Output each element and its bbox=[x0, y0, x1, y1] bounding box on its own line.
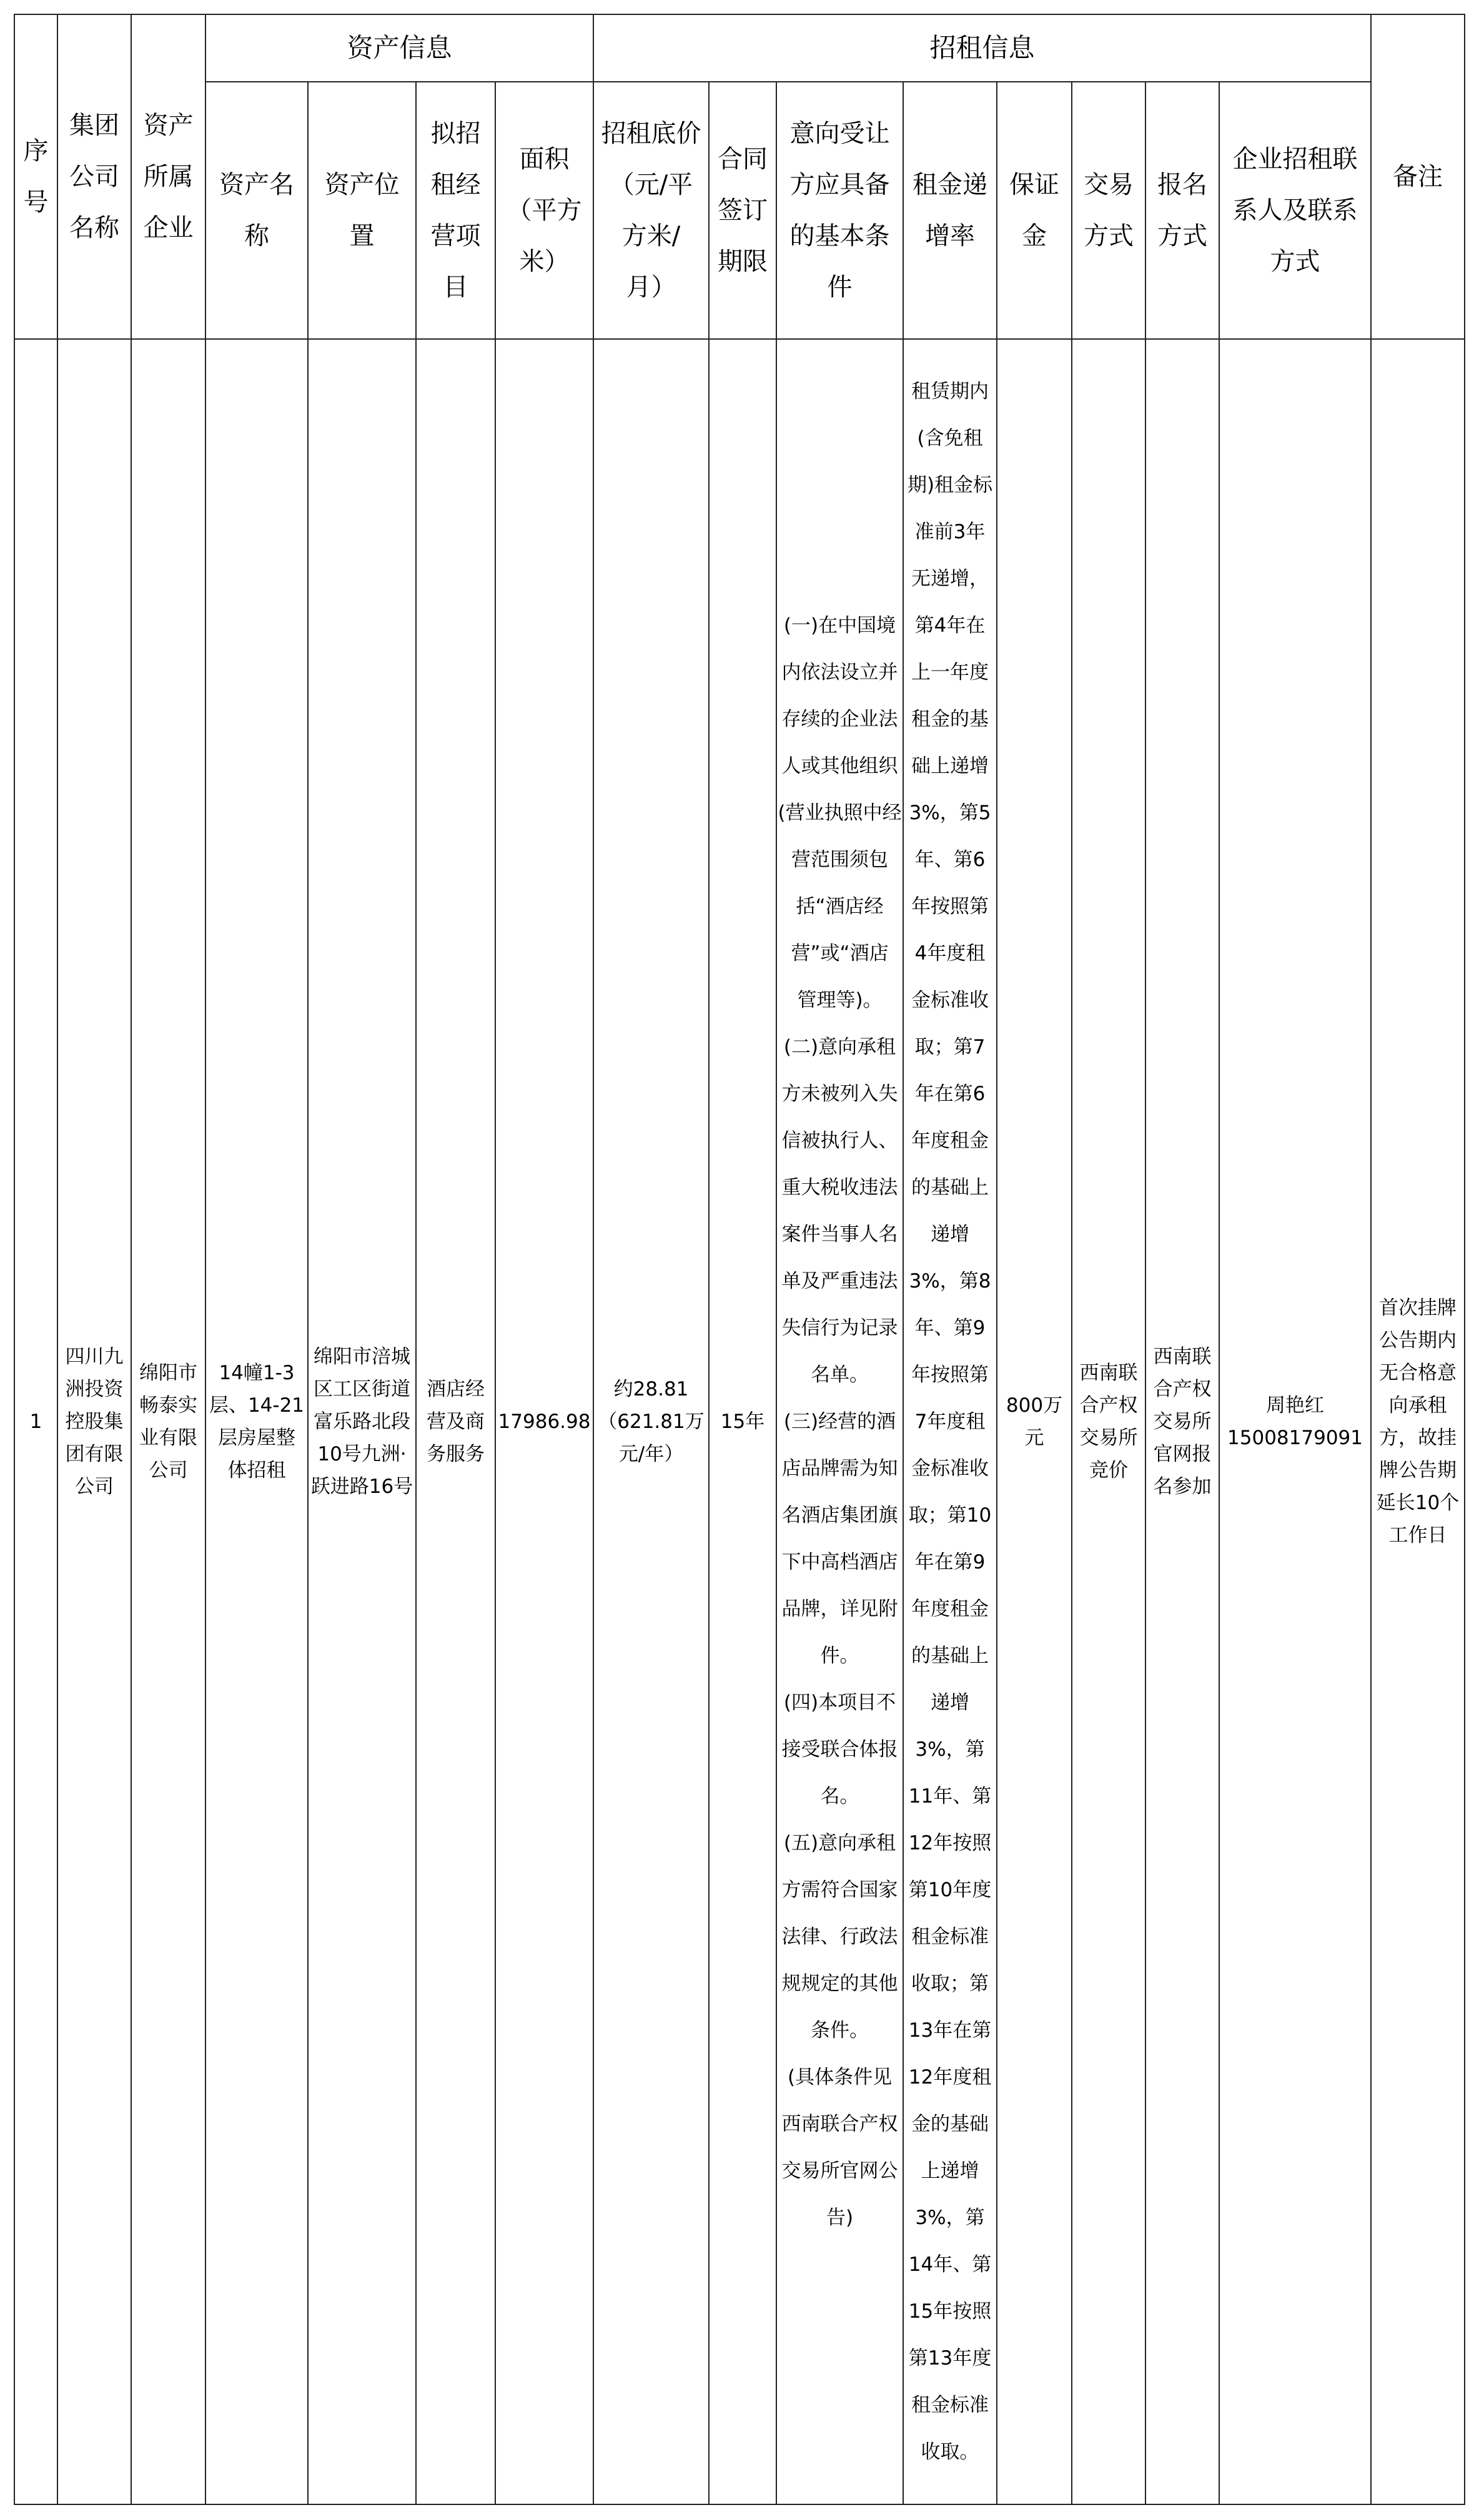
header-trade-method: 交易 方式 bbox=[1072, 82, 1145, 339]
group-header-asset-info: 资产信息 bbox=[205, 14, 593, 82]
cell-asset-location: 绵阳市涪城 区工区街道 富乐路北段 10号九洲· 跃进路16号 bbox=[308, 339, 416, 2504]
table-row bbox=[14, 339, 1465, 2504]
header-contact: 企业招租联 系人及联系 方式 bbox=[1219, 82, 1371, 339]
header-remarks: 备注 bbox=[1371, 14, 1465, 339]
header-asset-name: 资产名 称 bbox=[205, 82, 308, 339]
header-base-price: 招租底价 （元/平 方米/ 月） bbox=[593, 82, 709, 339]
cell-deposit: 800万 元 bbox=[997, 339, 1072, 2504]
cell-business-item: 酒店经 营及商 务服务 bbox=[416, 339, 495, 2504]
cell-group-company: 四川九 洲投资 控股集 团有限 公司 bbox=[57, 339, 131, 2504]
cell-area: 17986.98 bbox=[495, 339, 593, 2504]
header-owner-company: 资产 所属 企业 bbox=[131, 14, 205, 339]
header-asset-location: 资产位 置 bbox=[308, 82, 416, 339]
cell-base-price: 约28.81 （621.81万 元/年） bbox=[593, 339, 709, 2504]
header-business-item: 拟招 租经 营项 目 bbox=[416, 82, 495, 339]
column-header-row bbox=[14, 82, 1465, 339]
cell-contract-term: 15年 bbox=[709, 339, 776, 2504]
cell-seq: 1 bbox=[14, 339, 57, 2504]
header-rent-increase: 租金递 增率 bbox=[903, 82, 997, 339]
group-header-leasing-info: 招租信息 bbox=[593, 14, 1371, 82]
cell-remarks: 首次挂牌 公告期内 无合格意 向承租 方，故挂 牌公告期 延长10个 工作日 bbox=[1371, 339, 1465, 2504]
cell-requirements: (一)在中国境 内依法设立并 存续的企业法 人或其他组织 (营业执照中经 营范围须包 括“酒店经 营”或“酒店 管理等)。 (二)意向承租 方未被列入失 信被执行人、 重大税收违法 案件当事人名 单及严重违法 失信行为记录 名单。 (三)经营的酒 店品牌需为知 名酒店集团旗 下中高档酒店 品牌，详见附 件。 (四)本项目不 接受联合体报 名。 (五)意向承租 方需符合国家 法律、行政法 规规定的其他 条件。 (具体条件见 西南联合产权 交易所官网公 告) bbox=[776, 339, 903, 2504]
header-registration-method: 报名 方式 bbox=[1145, 82, 1219, 339]
header-deposit: 保证 金 bbox=[997, 82, 1072, 339]
header-seq: 序 号 bbox=[14, 14, 57, 339]
cell-asset-name: 14幢1-3 层、14-21 层房屋整 体招租 bbox=[205, 339, 308, 2504]
header-group-company: 集团 公司 名称 bbox=[57, 14, 131, 339]
cell-rent-increase: 租赁期内 (含免租 期)租金标 准前3年 无递增， 第4年在 上一年度 租金的基 础上递增 3%，第5 年、第6 年按照第 4年度租 金标准收 取；第7 年在第6 年度租金 的基础上 递增 3%，第8 年、第9 年按照第 7年度租 金标准收 取；第10 年在第9 年度租金 的基础上 递增 3%，第 11年、第 12年按照 第10年度 租金标准 收取；第 13年在第 12年度租 金的基础 上递增 3%，第 14年、第 15年按照 第13年度 租金标准 收取。 bbox=[903, 339, 997, 2504]
header-area: 面积 （平方 米） bbox=[495, 82, 593, 339]
header-requirements: 意向受让 方应具备 的基本条 件 bbox=[776, 82, 903, 339]
cell-trade-method: 西南联 合产权 交易所 竞价 bbox=[1072, 339, 1145, 2504]
cell-contact: 周艳红 15008179091 bbox=[1219, 339, 1371, 2504]
cell-owner-company: 绵阳市 畅泰实 业有限 公司 bbox=[131, 339, 205, 2504]
group-header-row bbox=[14, 14, 1465, 82]
header-contract-term: 合同 签订 期限 bbox=[709, 82, 776, 339]
leasing-notice-table bbox=[14, 14, 1465, 2505]
cell-registration-method: 西南联 合产权 交易所 官网报 名参加 bbox=[1145, 339, 1219, 2504]
